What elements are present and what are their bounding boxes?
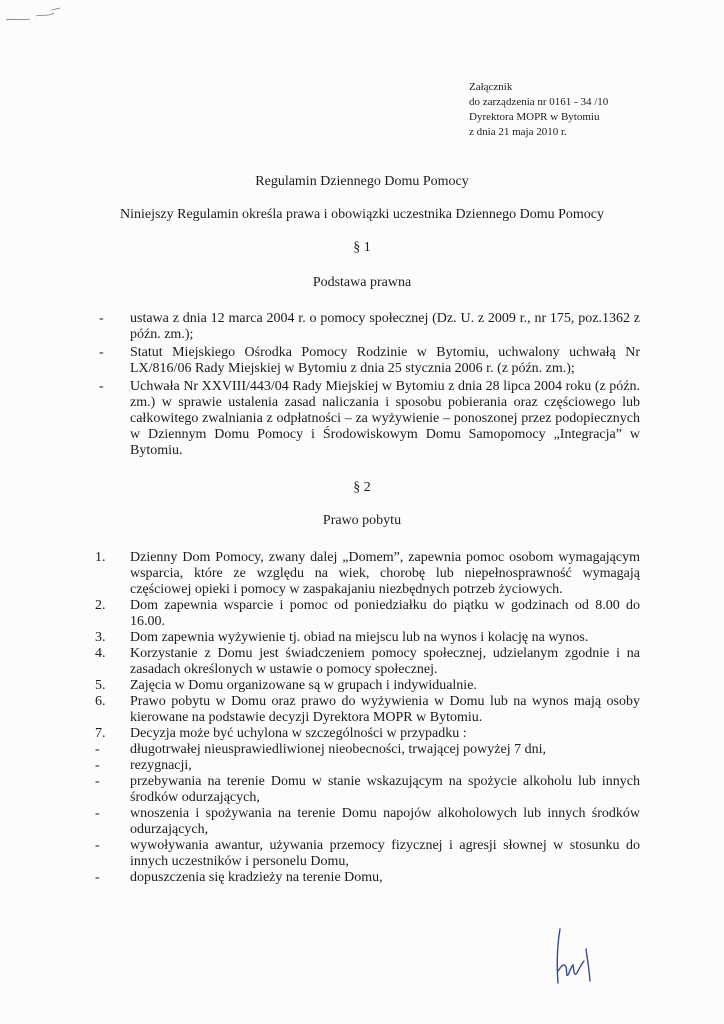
list-item-number: 5. [95, 678, 106, 693]
list-item-number: - [95, 758, 100, 773]
list-item-text: rezygnacji, [130, 758, 192, 773]
list-item [95, 345, 640, 377]
list-item-text: wnoszenia i spożywania na terenie Domu napojów alkoholowych lub innych środków odurzających, [130, 806, 640, 837]
list-item-text: ustawa z dnia 12 marca 2004 r. o pomocy społecznej (Dz. U. z 2009 r., nr 175, poz.1362 z późn. zm.); [130, 311, 640, 342]
list-item [95, 598, 640, 630]
section-2-number: § 2 [353, 480, 371, 495]
list-item-number: - [95, 806, 100, 821]
list-item-text: Korzystanie z Domu jest świadczeniem pomocy społecznej, udzielanym zgodnie i na zasadach określonych w ustawie o pomocy społecznej. [130, 646, 640, 677]
document-title: Regulamin Dziennego Domu Pomocy [255, 174, 469, 189]
list-item [95, 646, 640, 678]
attachment-date: z dnia 21 maja 2010 r. [469, 126, 567, 138]
attachment-order: do zarządzenia nr 0161 - 34 /10 [469, 96, 609, 108]
list-item-text: Dom zapewnia wyżywienie tj. obiad na miejscu lub na wynos i kolację na wynos. [130, 630, 589, 645]
bullet-dash: - [99, 345, 104, 360]
list-item [95, 870, 640, 886]
list-item [95, 742, 640, 758]
list-item-number: 6. [95, 694, 106, 709]
list-item-text: Zajęcia w Domu organizowane są w grupach i indywidualnie. [130, 678, 477, 693]
list-item [95, 694, 640, 726]
list-item [95, 774, 640, 806]
list-item-number: - [95, 742, 100, 757]
list-item-text: Decyzja może być uchylona w szczególności w przypadku : [130, 726, 467, 741]
list-item [95, 806, 640, 838]
attachment-director: Dyrektora MOPR w Bytomiu [469, 111, 600, 123]
list-item [95, 838, 640, 870]
attachment-label: Załącznik [469, 81, 513, 93]
legal-basis-list [95, 311, 640, 461]
handwritten-initials [552, 927, 602, 987]
list-item-text: Dzienny Dom Pomocy, zwany dalej „Domem”, zapewnia pomoc osobom wymagającym wsparcia, które ze względu na wiek, chorobę lub niepełnosprawność wymagają częściowej opieki i pomocy w zaspakajaniu niezbędnych potrzeb życiowych. [130, 550, 640, 597]
list-item [95, 311, 640, 343]
list-item [95, 758, 640, 774]
section-1-number: § 1 [353, 240, 371, 255]
list-item-number: - [95, 870, 100, 885]
attachment-note [469, 80, 608, 140]
list-item-text: dopuszczenia się kradzieży na terenie Domu, [130, 870, 383, 885]
list-item-number: 4. [95, 646, 106, 661]
document-intro: Niniejszy Regulamin określa prawa i obowiązki uczestnika Dziennego Domu Pomocy [119, 207, 605, 222]
bullet-dash: - [99, 379, 104, 394]
list-item-number: 3. [95, 630, 106, 645]
list-item-number: 2. [95, 598, 106, 613]
list-item [95, 726, 640, 742]
list-item-text: Prawo pobytu w Domu oraz prawo do wyżywienia w Domu lub na wynos mają osoby kierowane na podstawie decyzji Dyrektora MOPR w Bytomiu. [130, 694, 640, 725]
list-item-text: Uchwała Nr XXVIII/443/04 Rady Miejskiej w Bytomiu z dnia 28 lipca 2004 roku (z późn. zm.) w sprawie ustalenia zasad naliczania i sposobu pobierania oraz częściowego lub całkowitego zwalniania z odpłatności – za wyżywienie – ponoszonej przez podopiecznych w Dziennym Domu Pomocy i Środowiskowym Domu Samopomocy „Integracja” w Bytomiu. [130, 379, 640, 458]
list-item-text: wywoływania awantur, używania przemocy fizycznej i agresji słownej w stosunku do innych uczestników i personelu Domu, [130, 838, 640, 869]
list-item [95, 550, 640, 598]
list-item-text: Dom zapewnia wsparcie i pomoc od poniedziałku do piątku w godzinach od 8.00 do 16.00. [130, 598, 640, 629]
list-item [95, 678, 640, 694]
list-item-number: - [95, 774, 100, 789]
margin-scribble [4, 4, 64, 24]
list-item-number: - [95, 838, 100, 853]
list-item [95, 379, 640, 459]
list-item-text: długotrwałej nieusprawiedliwionej nieobecności, trwającej powyżej 7 dni, [130, 742, 546, 757]
right-of-stay-list [95, 550, 640, 886]
section-1-heading: Podstawa prawna [312, 275, 412, 290]
list-item-text: przebywania na terenie Domu w stanie wskazującym na spożycie alkoholu lub innych środków odurzających, [130, 774, 640, 805]
list-item-number: 7. [95, 726, 106, 741]
list-item [95, 630, 640, 646]
section-2-heading: Prawo pobytu [322, 513, 402, 528]
bullet-dash: - [99, 311, 104, 326]
list-item-number: 1. [95, 550, 106, 565]
list-item-text: Statut Miejskiego Ośrodka Pomocy Rodzinie w Bytomiu, uchwalony uchwałą Nr LX/816/06 Rady Miejskiej w Bytomiu z dnia 25 stycznia 2006 r. (z późn. zm.); [130, 345, 640, 376]
